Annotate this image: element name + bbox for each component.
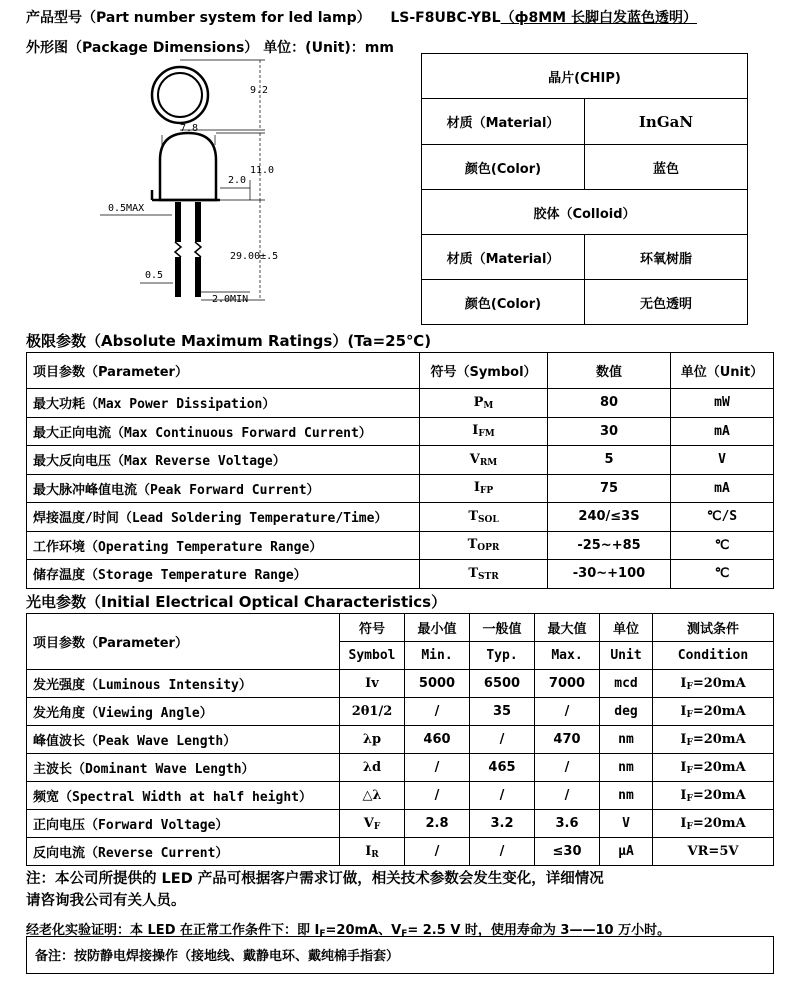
opt-cond-rest: =20mA (692, 675, 746, 691)
opt-condition (653, 838, 774, 866)
opt-symbol (340, 726, 405, 754)
abs-symbol-main: T (468, 565, 478, 581)
opt-header-min-cn: 最小值 (405, 614, 470, 642)
abs-value: 80 (548, 389, 671, 418)
opt-row (27, 698, 774, 726)
opt-header-min-en: Min. (405, 642, 470, 670)
abs-value: 5 (548, 446, 671, 475)
abs-symbol-main: I (473, 480, 480, 496)
abs-unit: mA (671, 417, 774, 446)
opt-symbol (340, 782, 405, 810)
part-number-label-cn: 产品型号 (26, 10, 82, 26)
opt-symbol (340, 670, 405, 698)
abs-param: 最大正向电流（Max Continuous Forward Current） (27, 417, 420, 446)
opt-cond-rest: =20mA (692, 815, 746, 831)
opt-row (27, 810, 774, 838)
opt-typ: 465 (470, 754, 535, 782)
opt-row (27, 726, 774, 754)
opt-header-cond-en: Condition (653, 642, 774, 670)
opt-row (27, 838, 774, 866)
abs-unit: ℃ (671, 531, 774, 560)
abs-symbol-sub: OPR (477, 543, 500, 554)
opt-cond-sub: F (686, 709, 693, 720)
opt-max: 470 (535, 726, 600, 754)
abs-row (27, 503, 774, 532)
opt-param: 反向电流（Reverse Current） (27, 838, 340, 866)
opt-condition (653, 782, 774, 810)
opt-cond-main: I (680, 759, 687, 775)
abs-param: 焊接温度/时间（Lead Soldering Temperature/Time） (27, 503, 420, 532)
opt-typ: / (470, 782, 535, 810)
chip-color-label: 颜色(Color) (422, 145, 585, 190)
abs-row (27, 474, 774, 503)
abs-unit: mW (671, 389, 774, 418)
opt-min: / (405, 754, 470, 782)
colloid-color-label: 颜色(Color) (422, 280, 585, 325)
opt-symbol (340, 754, 405, 782)
abs-symbol-main: P (473, 394, 484, 410)
abs-max-title: 极限参数（Absolute Maximum Ratings）(Ta=25℃) (26, 332, 432, 350)
chip-material-value: InGaN (585, 99, 748, 145)
opt-symbol-main: 2θ1/2 (351, 704, 393, 719)
opt-header-typ-cn: 一般值 (470, 614, 535, 642)
chip-header: 晶片(CHIP) (422, 54, 748, 99)
opt-symbol-main: △λ (362, 788, 382, 803)
opt-symbol-main: V (363, 815, 374, 831)
opt-param: 峰值波长（Peak Wave Length） (27, 726, 340, 754)
chip-color-value: 蓝色 (585, 145, 748, 190)
abs-symbol (420, 446, 548, 475)
package-dimensions-line (26, 37, 394, 57)
opt-header-sym-en: Symbol (340, 642, 405, 670)
package-label-cn: 外形图 (26, 40, 68, 56)
abs-header-unit: 单位（Unit） (671, 353, 774, 389)
abs-value: -30~+100 (548, 560, 671, 589)
chip-colloid-table (421, 53, 748, 325)
opt-unit: μA (600, 838, 653, 866)
abs-param: 储存温度（Storage Temperature Range） (27, 560, 420, 589)
remark-box (26, 936, 774, 974)
opt-symbol (340, 810, 405, 838)
abs-max-table (26, 352, 774, 589)
opt-symbol-main: λd (362, 760, 382, 775)
opt-param: 发光角度（Viewing Angle） (27, 698, 340, 726)
opt-max: 3.6 (535, 810, 600, 838)
chip-material-label: 材质（Material） (422, 99, 585, 145)
opt-symbol-sub: F (373, 821, 381, 832)
opt-symbol-main: λp (362, 732, 382, 747)
opt-cond-sub: F (686, 765, 693, 776)
opt-cond-main: I (680, 787, 687, 803)
dim-2-0: 2.0 (228, 175, 247, 186)
aging-text-3: = 2.5 V 时，使用寿命为 3——10 万小时。 (407, 923, 671, 938)
abs-symbol-sub: FP (479, 486, 494, 497)
optical-table (26, 613, 774, 866)
opt-header-sym-cn: 符号 (340, 614, 405, 642)
opt-min: 2.8 (405, 810, 470, 838)
colloid-material-label: 材质（Material） (422, 235, 585, 280)
opt-cond-main: I (680, 731, 687, 747)
opt-typ: 3.2 (470, 810, 535, 838)
opt-unit: nm (600, 782, 653, 810)
opt-header-param: 项目参数（Parameter） (27, 614, 340, 670)
abs-row (27, 446, 774, 475)
abs-row (27, 560, 774, 589)
opt-condition (653, 754, 774, 782)
opt-typ: 6500 (470, 670, 535, 698)
abs-param: 最大脉冲峰值电流（Peak Forward Current） (27, 474, 420, 503)
opt-min: / (405, 782, 470, 810)
remark-text: 备注：按防静电焊接操作（接地线、戴静电环、戴纯棉手指套） (35, 949, 400, 964)
abs-param: 最大功耗（Max Power Dissipation） (27, 389, 420, 418)
opt-unit: nm (600, 754, 653, 782)
dim-0-5max: 0.5MAX (108, 203, 145, 214)
aging-text-1: 经老化实验证明：本 LED 在正常工作条件下：即 I (26, 923, 320, 938)
abs-value: -25~+85 (548, 531, 671, 560)
abs-symbol (420, 417, 548, 446)
opt-row (27, 782, 774, 810)
opt-max: / (535, 782, 600, 810)
abs-header-param: 项目参数（Parameter） (27, 353, 420, 389)
opt-max: ≤30 (535, 838, 600, 866)
abs-unit: mA (671, 474, 774, 503)
opt-max: / (535, 754, 600, 782)
opt-max: 7000 (535, 670, 600, 698)
colloid-header: 胶体（Colloid） (422, 190, 748, 235)
opt-condition (653, 726, 774, 754)
abs-unit: V (671, 446, 774, 475)
opt-cond-sub: F (686, 793, 693, 804)
opt-cond-main: I (680, 815, 687, 831)
opt-header-typ-en: Typ. (470, 642, 535, 670)
dim-0-5: 0.5 (145, 270, 164, 281)
package-label-en: （Package Dimensions） (68, 40, 259, 56)
abs-symbol-main: V (469, 451, 480, 467)
opt-unit: nm (600, 726, 653, 754)
abs-row (27, 389, 774, 418)
opt-cond-main: I (680, 703, 687, 719)
abs-value: 30 (548, 417, 671, 446)
abs-symbol (420, 474, 548, 503)
opt-min: 5000 (405, 670, 470, 698)
colloid-color-value: 无色透明 (585, 280, 748, 325)
opt-max: / (535, 698, 600, 726)
opt-header-max-en: Max. (535, 642, 600, 670)
opt-typ: / (470, 838, 535, 866)
abs-symbol-sub: STR (478, 571, 499, 582)
opt-row (27, 754, 774, 782)
opt-cond-rest: =20mA (692, 731, 746, 747)
opt-cond-rest: =20mA (692, 703, 746, 719)
abs-symbol (420, 560, 548, 589)
opt-condition (653, 698, 774, 726)
abs-row (27, 531, 774, 560)
opt-row (27, 670, 774, 698)
opt-min: / (405, 838, 470, 866)
dim-2-0min: 2.0MIN (212, 294, 249, 305)
opt-cond-sub: F (686, 681, 693, 692)
opt-symbol-main: I (365, 843, 372, 859)
abs-symbol-main: T (467, 537, 478, 553)
opt-param: 主波长（Dominant Wave Length） (27, 754, 340, 782)
part-number-label-en: （Part number system for led lamp） (82, 10, 371, 26)
opt-param: 频宽（Spectral Width at half height） (27, 782, 340, 810)
opt-header-max-cn: 最大值 (535, 614, 600, 642)
aging-sub-2: F (401, 929, 408, 939)
abs-header-symbol: 符号（Symbol） (420, 353, 548, 389)
package-drawing (100, 55, 400, 325)
abs-param: 最大反向电压（Max Reverse Voltage） (27, 446, 420, 475)
unit-label: 单位：(Unit)：mm (263, 40, 394, 56)
colloid-material-value: 环氧树脂 (585, 235, 748, 280)
opt-cond-rest: =20mA (692, 759, 746, 775)
optical-title: 光电参数（Initial Electrical Optical Characteristics） (26, 593, 447, 611)
abs-symbol-main: T (468, 508, 478, 524)
opt-header-unit-cn: 单位 (600, 614, 653, 642)
abs-param: 工作环境（Operating Temperature Range） (27, 531, 420, 560)
opt-min: / (405, 698, 470, 726)
part-number-line (26, 7, 697, 27)
abs-value: 240/≤3S (548, 503, 671, 532)
aging-sub-1: F (319, 929, 326, 939)
opt-param: 发光强度（Luminous Intensity） (27, 670, 340, 698)
dim-9-2: 9.2 (250, 85, 269, 96)
abs-symbol-sub: FM (478, 429, 495, 440)
abs-symbol (420, 531, 548, 560)
opt-unit: V (600, 810, 653, 838)
opt-symbol-main: Iv (365, 676, 379, 691)
opt-symbol-sub: R (371, 849, 379, 860)
abs-symbol (420, 503, 548, 532)
abs-symbol-main: I (472, 423, 479, 439)
opt-cond-main: VR=5V (687, 844, 739, 859)
opt-cond-main: I (680, 675, 687, 691)
part-number: LS-F8UBC-YBL (390, 10, 501, 26)
opt-condition (653, 810, 774, 838)
abs-symbol-sub: M (483, 400, 494, 411)
opt-min: 460 (405, 726, 470, 754)
opt-typ: / (470, 726, 535, 754)
abs-header-value: 数值 (548, 353, 671, 389)
dim-7-8: 7.8 (180, 123, 199, 134)
abs-symbol (420, 389, 548, 418)
aging-text-2: =20mA、V (325, 923, 402, 938)
opt-cond-sub: F (686, 737, 693, 748)
opt-cond-rest: =20mA (692, 787, 746, 803)
abs-symbol-sub: SOL (478, 514, 499, 525)
abs-unit: ℃ (671, 560, 774, 589)
abs-value: 75 (548, 474, 671, 503)
abs-unit: ℃/S (671, 503, 774, 532)
opt-condition (653, 670, 774, 698)
part-description: （ф8MM 长脚白发蓝色透明） (500, 10, 697, 26)
abs-symbol-sub: RM (479, 457, 498, 468)
note-line-2: 请咨询我公司有关人员。 (26, 893, 186, 909)
opt-header-unit-en: Unit (600, 642, 653, 670)
dim-11-0: 11.0 (250, 165, 275, 176)
opt-unit: deg (600, 698, 653, 726)
opt-cond-sub: F (686, 821, 693, 832)
opt-param: 正向电压（Forward Voltage） (27, 810, 340, 838)
abs-row (27, 417, 774, 446)
dim-29-00: 29.00±.5 (230, 251, 279, 262)
opt-unit: mcd (600, 670, 653, 698)
opt-symbol (340, 838, 405, 866)
note-line-1: 注：本公司所提供的 LED 产品可根据客户需求订做，相关技术参数会发生变化，详细情况 (26, 871, 604, 887)
opt-header-cond-cn: 测试条件 (653, 614, 774, 642)
opt-typ: 35 (470, 698, 535, 726)
opt-symbol (340, 698, 405, 726)
